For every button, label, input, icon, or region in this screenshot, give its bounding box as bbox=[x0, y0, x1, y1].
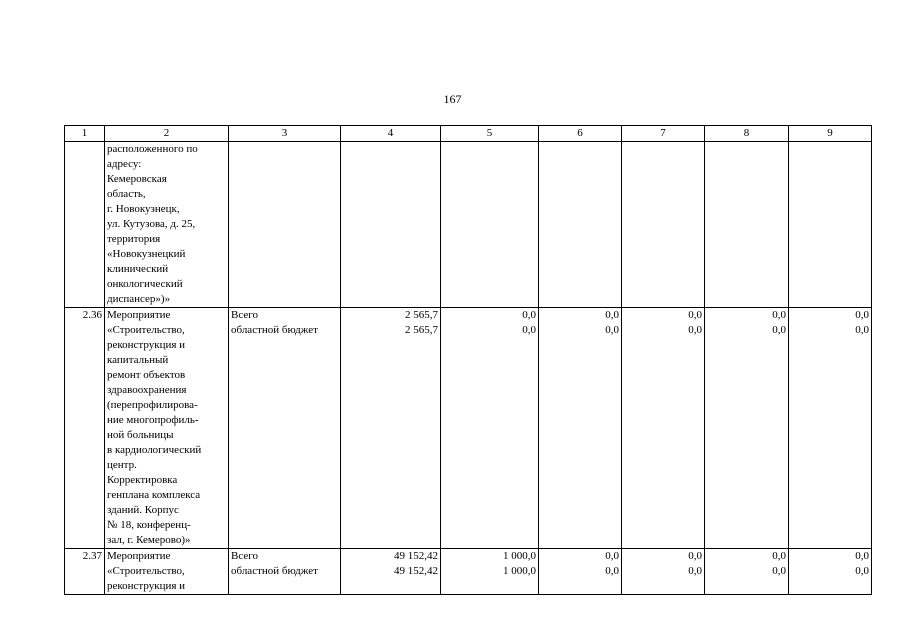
header-row bbox=[65, 126, 872, 142]
description-line: ул. Кутузова, д. 25, bbox=[107, 218, 196, 230]
description-line: Кемеровская bbox=[107, 173, 167, 185]
table-row bbox=[65, 142, 872, 308]
value-line: 0,0 bbox=[855, 309, 869, 321]
value-line: 0,0 bbox=[688, 324, 702, 336]
value-line: 0,0 bbox=[772, 309, 786, 321]
value-line: 1 000,0 bbox=[503, 565, 536, 577]
column-header: 2 bbox=[105, 126, 229, 142]
value-line: 0,0 bbox=[688, 565, 702, 577]
source-line: Всего bbox=[231, 309, 258, 321]
row-source bbox=[229, 142, 341, 308]
value-cell bbox=[622, 308, 705, 549]
column-header: 5 bbox=[441, 126, 539, 142]
description-line: зал, г. Кемерово)» bbox=[107, 534, 191, 546]
value-line: 0,0 bbox=[605, 324, 619, 336]
row-index: 2.36 bbox=[65, 308, 105, 549]
value-cell bbox=[441, 142, 539, 308]
value-cell bbox=[705, 308, 789, 549]
row-description bbox=[105, 549, 229, 595]
description-line: реконструкция и bbox=[107, 580, 186, 592]
row-description bbox=[105, 308, 229, 549]
description-line: г. Новокузнецк, bbox=[107, 203, 180, 215]
description-line: «Новокузнецкий bbox=[107, 248, 186, 260]
description-line: ремонт объектов bbox=[107, 369, 186, 381]
value-line: 2 565,7 bbox=[405, 324, 438, 336]
value-cell bbox=[539, 142, 622, 308]
value-line: 0,0 bbox=[772, 565, 786, 577]
value-cell bbox=[341, 142, 441, 308]
column-header: 6 bbox=[539, 126, 622, 142]
description-line: область, bbox=[107, 188, 146, 200]
column-header: 8 bbox=[705, 126, 789, 142]
value-line: 0,0 bbox=[605, 309, 619, 321]
column-header: 9 bbox=[789, 126, 872, 142]
value-line: 0,0 bbox=[522, 324, 536, 336]
value-line: 0,0 bbox=[522, 309, 536, 321]
description-line: Мероприятие bbox=[107, 309, 171, 321]
description-line: № 18, конференц- bbox=[107, 519, 191, 531]
description-line: (перепрофилирова- bbox=[107, 399, 198, 411]
row-index: 2.37 bbox=[65, 549, 105, 595]
value-line: 2 565,7 bbox=[405, 309, 438, 321]
row-source bbox=[229, 308, 341, 549]
row-description bbox=[105, 142, 229, 308]
description-line: зданий. Корпус bbox=[107, 504, 179, 516]
value-line: 0,0 bbox=[772, 550, 786, 562]
value-cell bbox=[789, 549, 872, 595]
description-line: ние многопрофиль- bbox=[107, 414, 199, 426]
row-source bbox=[229, 549, 341, 595]
value-cell bbox=[539, 308, 622, 549]
table-row bbox=[65, 308, 872, 549]
row-index bbox=[65, 142, 105, 308]
description-line: адресу: bbox=[107, 158, 142, 170]
description-line: в кардиологический bbox=[107, 444, 202, 456]
value-line: 1 000,0 bbox=[503, 550, 536, 562]
description-line: Корректировка bbox=[107, 474, 178, 486]
description-line: капитальный bbox=[107, 354, 169, 366]
value-cell bbox=[622, 142, 705, 308]
value-line: 0,0 bbox=[855, 324, 869, 336]
description-line: генплана комплекса bbox=[107, 489, 201, 501]
value-cell bbox=[441, 549, 539, 595]
value-line: 49 152,42 bbox=[394, 565, 438, 577]
description-line: Мероприятие bbox=[107, 550, 171, 562]
value-cell bbox=[539, 549, 622, 595]
column-header: 4 bbox=[341, 126, 441, 142]
value-line: 0,0 bbox=[688, 309, 702, 321]
column-header: 7 bbox=[622, 126, 705, 142]
description-line: здравоохранения bbox=[107, 384, 187, 396]
value-line: 0,0 bbox=[605, 565, 619, 577]
value-line: 0,0 bbox=[605, 550, 619, 562]
source-line: областной бюджет bbox=[231, 565, 318, 577]
description-line: «Строительство, bbox=[107, 324, 185, 336]
description-line: онкологический bbox=[107, 278, 183, 290]
description-line: ной больницы bbox=[107, 429, 174, 441]
value-line: 0,0 bbox=[855, 550, 869, 562]
value-cell bbox=[705, 549, 789, 595]
value-cell bbox=[441, 308, 539, 549]
value-line: 0,0 bbox=[688, 550, 702, 562]
description-line: расположенного по bbox=[107, 143, 198, 155]
description-line: реконструкция и bbox=[107, 339, 186, 351]
column-header: 3 bbox=[229, 126, 341, 142]
value-line: 49 152,42 bbox=[394, 550, 438, 562]
source-line: Всего bbox=[231, 550, 258, 562]
value-cell bbox=[789, 308, 872, 549]
page-number: 167 bbox=[443, 92, 462, 106]
value-cell bbox=[705, 142, 789, 308]
value-line: 0,0 bbox=[855, 565, 869, 577]
value-cell bbox=[341, 549, 441, 595]
source-line: областной бюджет bbox=[231, 324, 318, 336]
budget-table bbox=[64, 125, 872, 595]
value-cell bbox=[622, 549, 705, 595]
description-line: диспансер»)» bbox=[107, 293, 171, 305]
column-header: 1 bbox=[65, 126, 105, 142]
description-line: центр. bbox=[107, 459, 137, 471]
description-line: «Строительство, bbox=[107, 565, 185, 577]
value-cell bbox=[789, 142, 872, 308]
table-row bbox=[65, 549, 872, 595]
description-line: территория bbox=[107, 233, 161, 245]
value-line: 0,0 bbox=[772, 324, 786, 336]
value-cell bbox=[341, 308, 441, 549]
description-line: клинический bbox=[107, 263, 169, 275]
